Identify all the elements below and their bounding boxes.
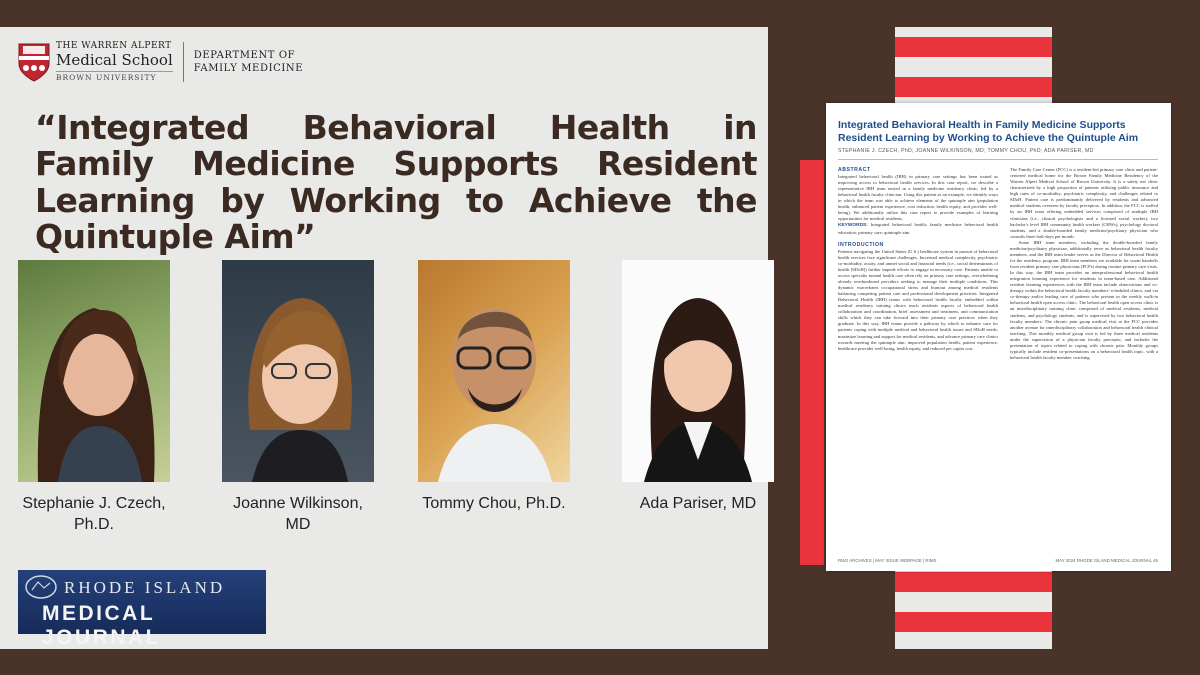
portrait-figure-icon	[622, 260, 774, 482]
introduction-heading: INTRODUCTION	[838, 241, 884, 248]
portrait-photo	[622, 260, 774, 482]
portrait-figure-icon	[222, 260, 374, 482]
keywords-text: Integrated behavioral health; family medicine behavioral health education; primary care; quintuple aim	[838, 222, 1000, 235]
brand-divider	[183, 42, 184, 82]
dept-line1: DEPARTMENT OF	[193, 49, 296, 61]
article-authors: STEPHANIE J. CZECH, PhD; JOANNE WILKINSON, MD; TOMMY CHOU, PhD; ADA PARISER, MD	[838, 148, 1094, 154]
person-card	[622, 260, 774, 515]
dept-line2: FAMILY MEDICINE	[193, 63, 304, 74]
rhode-island-medical-journal-logo	[18, 570, 266, 649]
article-right-column: The Family Care Center (FCC) is a resident-led primary care clinic and patient-centered medical home for the Brown Family Medicine Residency of the Warren Alpert Medical School of Brown University. It is a safety net clinic characterized by a high proportion of patients utilizing public insurance and high rates of co-morbidity, psychiatric complexity, and challenges related to SDoH. Patient care is predominantly delivered by residents and advanced medical students overseen by faculty preceptors. In addition, the FCC is staffed by an IBH team offering embedded services comprised of multiple IBH clinicians (i.e., clinical psychologists and a licensed social worker), two bachelor's level IBH community health workers (CHWs), psychology doctoral students, and a double-boarded family medicine/psychiatry physician who consults three half-days per month. Some IBH team members, including the double-boarded family medicine/psychiatry physician, additionally serve as behavioral health faculty members, and the IBH team leader serves as the Director of Behavioral Health for the residency program. IBH team members are available for warm handoffs from resident primary care physicians (PCPs) during routine primary care visits. In this way, the IBH team provides an interprofessional behavioral health integration learning experience for residents in team-based care. Additional resident learning experiences with the IBH team include observations and co-therapy within the behavioral health faculty members' scheduled clinics, and via co-therapy and/or leading care of patients who present in the weekly walk-in behavioral health open access clinic. The behavioral health open access clinic is an interdisciplinary training clinic comprised of medical residents, medical students, and psychology students, and is supervised by two behavioral health faculty members. The chronic pain group medical visit at the FCC provides another avenue for interdisciplinary collaboration and behavioral health clinical teaching. This monthly medical group visit is led by three medical residents under the supervision of a physician faculty preceptor, and includes the presentation of topics related to coping with chronic pain. Monthly groups typically include resident co-presentations on a behavioral health topic, with a behavioral health faculty member coaching.	[1010, 167, 1158, 360]
medical-school-brand	[18, 40, 303, 84]
red-stripe	[895, 572, 1052, 592]
journal-name-top: RHODE ISLAND	[64, 578, 226, 597]
footer-left: RIMJ ARCHIVES | MAY ISSUE WEBPAGE | RIMS	[838, 558, 937, 563]
abstract-heading: ABSTRACT	[838, 167, 871, 173]
brand-line2: Medical School	[56, 51, 173, 70]
article-footer	[838, 558, 1158, 563]
portrait-figure-icon	[18, 260, 170, 482]
person-card	[222, 260, 374, 536]
person-card	[18, 260, 170, 536]
brand-line1: THE WARREN ALPERT	[56, 41, 172, 52]
article-page	[826, 103, 1171, 571]
article-rule	[838, 159, 1158, 160]
brand-line3: BROWN UNIVERSITY	[56, 71, 173, 82]
person-card	[418, 260, 570, 515]
person-name: Joanne Wilkinson, MD	[233, 495, 363, 533]
red-accent-bar	[800, 160, 824, 565]
keywords-heading: KEYWORDS:	[838, 223, 868, 229]
red-stripe	[895, 37, 1052, 57]
person-name: Ada Pariser, MD	[639, 495, 757, 512]
portrait-photo	[18, 260, 170, 482]
anniversary-badge-icon	[24, 574, 58, 600]
person-name: Tommy Chou, Ph.D.	[422, 495, 566, 512]
red-stripe	[895, 612, 1052, 632]
brand-text	[56, 42, 173, 82]
journal-name-bottom: MEDICAL JOURNAL	[42, 602, 162, 649]
article-title: Integrated Behavioral Health in Family Medicine Supports Resident Learning by Working to Achieve the Quintuple Aim	[838, 119, 1139, 145]
person-name: Stephanie J. Czech, Ph.D.	[22, 495, 166, 533]
department-label	[194, 49, 303, 76]
red-stripe	[895, 77, 1052, 97]
headline: “Integrated Behavioral Health in Family Medicine Supports Resident Learning by Working to Achieve the Quintuple Aim”	[35, 108, 757, 256]
portrait-figure-icon	[418, 260, 570, 482]
portrait-photo	[418, 260, 570, 482]
footer-right: MAY 2024 RHODE ISLAND MEDICAL JOURNAL 45	[1055, 558, 1158, 563]
article-left-column	[838, 167, 998, 557]
portrait-photo	[222, 260, 374, 482]
abstract-text: Integrated behavioral health (IBH) in primary care settings has been touted as improving access to behavioral health services. In this case report, we describe a representative IBH team nested in a family medicine residency clinic, led by a behavioral health faculty clinician. Using this patient as an example, we identify ways in which the team was able to achieve elements of the quintuple aim (population health, enhanced patient experience, cost reduction, health equity, and provider well-being). We additionally utilize this case report to provide examples of learning opportunities for medical residents.	[838, 173, 1000, 222]
introduction-text: Patients navigating the United States (U.S.) healthcare system in pursuit of behavioral health services face significant challenges. Increased medical complexity, psychiatric co-morbidity, acuity, and unmet social and financial needs (i.e., social determinants of health [SDoH]) further impede efforts to engage in necessary care. Patients unable to access specialty mental health care often rely on primary care settings, overwhelming already overburdened providers seeking to manage their multiple conditions. This dynamic exacerbates occupational stress and burnout among medical residents balancing competing patient care and professional development priorities. Integrated Behavioral Health (IBH) teams with behavioral health faculty embedded within medical residency training clinics teach residents aspects of behavioral health collaboration and coordination, brief assessment and treatment, and communication skills which they can take forward into their primary care practices when they graduate. In this way, IBH teams provide a pathway by which to enhance care for patients coping with multiple medical and behavioral health issues and SDoH needs, maximize learning and support for medical residents, and advance primary care clinics towards meeting the quintuple aim: improved population health, patient experience, healthcare provider well-being, health equity, and reduced per capita cost.	[838, 248, 1000, 351]
brown-shield-icon	[18, 42, 50, 82]
